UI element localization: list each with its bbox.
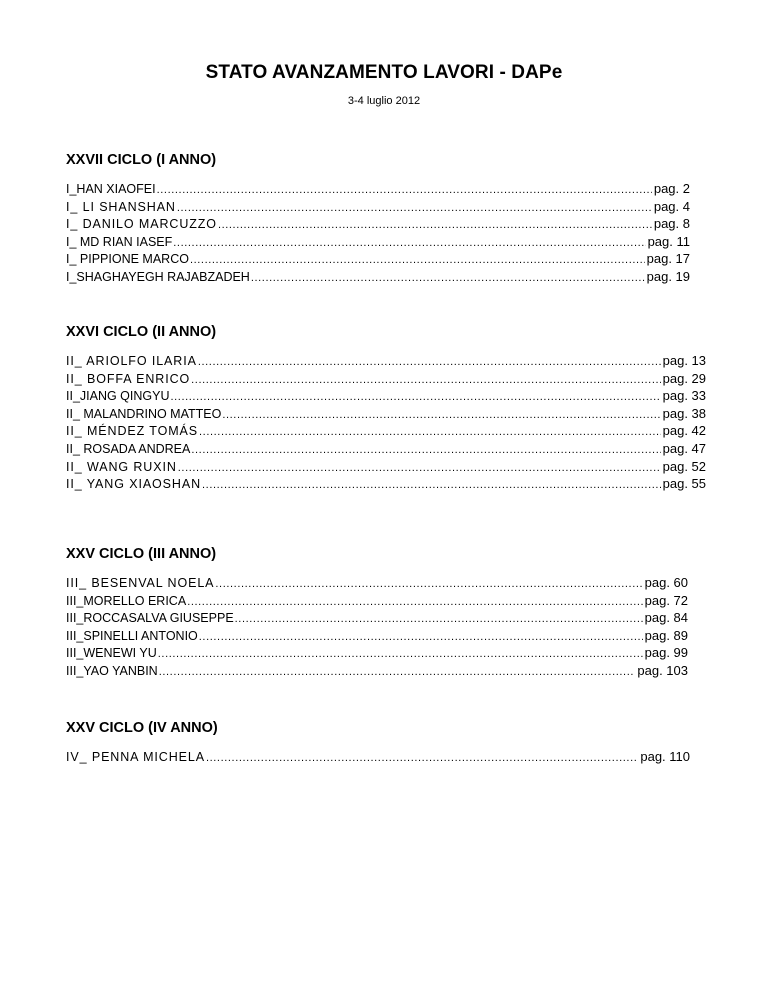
section-xxvii-ciclo <box>66 150 690 286</box>
toc-entry <box>66 475 706 493</box>
section-xxv-ciclo-iii <box>66 544 688 680</box>
entry-page: pag. 72 <box>644 592 688 608</box>
entry-name: I_SHAGHAYEGH RAJABZADEH <box>66 269 250 284</box>
entry-page: pag. 55 <box>662 476 706 492</box>
entry-name: I_ LI SHANSHAN <box>66 199 176 214</box>
entry-name: II_ WANG RUXIN <box>66 459 177 474</box>
entry-page: pag. 2 <box>653 181 690 196</box>
entry-name: II_JIANG QINGYU <box>66 389 170 404</box>
toc-entry <box>66 627 688 645</box>
section-xxv-ciclo-iv <box>66 718 690 766</box>
dot-leader <box>177 460 661 476</box>
toc-entry <box>66 387 706 405</box>
section-heading: XXV CICLO (IV ANNO) <box>66 720 218 736</box>
entry-page: pag. 103 <box>637 662 688 678</box>
toc-entry <box>66 440 706 458</box>
entry-page: pag. 29 <box>662 370 706 386</box>
toc-entry <box>66 250 690 268</box>
dot-leader <box>158 664 636 680</box>
dot-leader <box>176 200 652 216</box>
entry-page: pag. 99 <box>644 645 688 661</box>
dot-leader <box>201 477 661 493</box>
entry-page: pag. 89 <box>644 627 688 643</box>
dot-leader <box>205 750 638 766</box>
dot-leader <box>190 372 660 388</box>
dot-leader <box>189 252 645 268</box>
entry-name: I_ MD RIAN IASEF <box>66 234 173 249</box>
entry-name: III_ BESENVAL NOELA <box>66 576 215 590</box>
toc-entry <box>66 268 690 286</box>
dot-leader <box>221 407 660 423</box>
entry-page: pag. 84 <box>644 610 688 626</box>
toc-entry <box>66 198 690 216</box>
entry-page: pag. 38 <box>662 405 706 421</box>
section-xxvi-ciclo <box>66 322 706 493</box>
entry-page: pag. 60 <box>644 575 688 590</box>
entry-page: pag. 42 <box>662 423 706 439</box>
dot-leader <box>157 646 643 662</box>
document-title: STATO AVANZAMENTO LAVORI - DAPe <box>205 62 563 83</box>
dot-leader <box>214 576 642 592</box>
toc-list <box>66 574 688 680</box>
dot-leader <box>198 424 661 440</box>
toc-entry <box>66 405 706 423</box>
entry-name: II_ MÉNDEZ TOMÁS <box>66 424 199 439</box>
entry-page: pag. 52 <box>662 458 706 474</box>
entry-page: pag. 33 <box>662 388 706 404</box>
dot-leader <box>170 389 661 405</box>
toc-entry <box>66 233 690 251</box>
document-date: 3-4 luglio 2012 <box>347 95 421 107</box>
entry-page: pag. 11 <box>647 233 690 249</box>
toc-entry <box>66 215 690 233</box>
entry-name: I_ DANILO MARCUZZO <box>66 217 217 232</box>
entry-name: II_ ARIOLFO ILARIA <box>66 354 197 368</box>
entry-name: II_ ROSADA ANDREA <box>66 441 191 456</box>
entry-name: III_MORELLO ERICA <box>66 593 187 608</box>
entry-page: pag. 19 <box>646 268 690 284</box>
entry-name: I_HAN XIAOFEI <box>66 182 156 196</box>
dot-leader <box>217 217 652 233</box>
dot-leader <box>198 629 643 645</box>
toc-entry <box>66 609 688 627</box>
toc-entry <box>66 352 706 370</box>
section-heading: XXVI CICLO (II ANNO) <box>66 324 217 340</box>
dot-leader <box>190 442 660 458</box>
toc-entry <box>66 592 688 610</box>
toc-list <box>66 748 690 766</box>
entry-name: II_ BOFFA ENRICO <box>66 371 191 386</box>
entry-page: pag. 17 <box>646 251 690 267</box>
entry-page: pag. 4 <box>653 198 690 214</box>
section-heading: XXV CICLO (III ANNO) <box>66 546 217 562</box>
dot-leader <box>197 354 661 370</box>
entry-name: III_ROCCASALVA GIUSEPPE <box>66 611 234 626</box>
section-heading: XXVII CICLO (I ANNO) <box>66 152 217 168</box>
toc-list <box>66 180 690 286</box>
entry-page: pag. 47 <box>662 440 706 456</box>
dot-leader <box>250 270 645 286</box>
entry-page: pag. 13 <box>662 353 706 368</box>
toc-list <box>66 352 706 493</box>
dot-leader <box>156 182 652 198</box>
entry-page: pag. 8 <box>653 216 690 232</box>
entry-name: II_ MALANDRINO MATTEO <box>66 406 222 421</box>
entry-name: II_ YANG XIAOSHAN <box>66 477 202 492</box>
dot-leader <box>234 611 643 627</box>
toc-entry <box>66 422 706 440</box>
entry-name: III_YAO YANBIN <box>66 663 158 678</box>
entry-name: IV_ PENNA MICHELA <box>66 750 205 764</box>
entry-name: III_SPINELLI ANTONIO <box>66 628 198 643</box>
toc-entry <box>66 370 706 388</box>
dot-leader <box>172 235 645 251</box>
toc-entry <box>66 662 688 680</box>
dot-leader <box>186 594 642 610</box>
toc-entry <box>66 748 690 766</box>
entry-page: pag. 110 <box>640 749 690 764</box>
entry-name: III_WENEWI YU <box>66 646 157 661</box>
toc-entry <box>66 458 706 476</box>
toc-entry <box>66 574 688 592</box>
entry-name: I_ PIPPIONE MARCO <box>66 252 189 267</box>
toc-entry <box>66 180 690 198</box>
toc-entry <box>66 644 688 662</box>
